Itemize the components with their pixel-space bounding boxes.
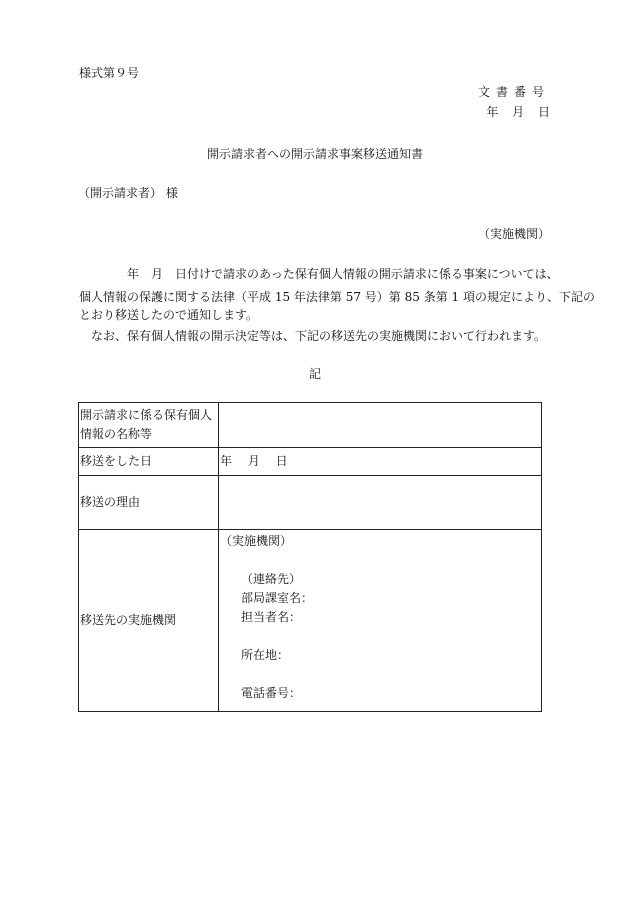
destination-department: 部局課室名： bbox=[241, 591, 314, 605]
body-line-2: 個人情報の保護に関する法律（平成 15 年法律第 57 号）第 85 条第 1 項の規定により、下記の bbox=[79, 290, 595, 304]
ki-marker: 記 bbox=[308, 367, 321, 381]
body-line-4: なお、保有個人情報の開示決定等は、下記の移送先の実施機関において行われます。 bbox=[79, 329, 547, 343]
destination-address: 所在地： bbox=[241, 648, 290, 662]
transfer-date-label: 移送をした日 bbox=[79, 448, 219, 476]
document-number: 文書番号 bbox=[477, 85, 550, 99]
table-row-destination bbox=[79, 530, 542, 712]
destination-label: 移送先の実施機関 bbox=[79, 530, 219, 712]
destination-value bbox=[219, 530, 542, 712]
info-name-value bbox=[219, 403, 542, 448]
table-row-info-name bbox=[79, 403, 542, 448]
document-title: 開示請求者への開示請求事案移送通知書 bbox=[206, 147, 423, 161]
destination-person: 担当者名： bbox=[241, 610, 302, 624]
transfer-date-value: 年 月 日 bbox=[219, 448, 542, 476]
spacer bbox=[220, 551, 540, 570]
transfer-reason-value bbox=[219, 476, 542, 530]
form-number: 様式第９号 bbox=[79, 66, 140, 80]
destination-phone: 電話番号： bbox=[241, 686, 302, 700]
document-date: 年 月 日 bbox=[486, 105, 550, 119]
info-name-label-line1: 開示請求に係る保有個人 bbox=[80, 408, 213, 422]
info-name-label-line2: 情報の名称等 bbox=[80, 427, 153, 441]
destination-contact: （連絡先） bbox=[241, 572, 302, 586]
spacer bbox=[220, 665, 540, 684]
detail-table bbox=[78, 402, 542, 712]
table-row-transfer-date bbox=[79, 448, 542, 476]
implementing-agency: （実施機関） bbox=[477, 227, 550, 241]
addressee: （開示請求者） 様 bbox=[78, 186, 178, 200]
table-row-transfer-reason bbox=[79, 476, 542, 530]
destination-agency: （実施機関） bbox=[220, 534, 293, 548]
info-name-label bbox=[79, 403, 219, 448]
transfer-reason-label: 移送の理由 bbox=[79, 476, 219, 530]
body-line-1: 年 月 日付けで請求のあった保有個人情報の開示請求に係る事案については、 bbox=[79, 267, 559, 281]
body-line-3: とおり移送したので通知します。 bbox=[79, 308, 259, 322]
spacer bbox=[220, 627, 540, 646]
